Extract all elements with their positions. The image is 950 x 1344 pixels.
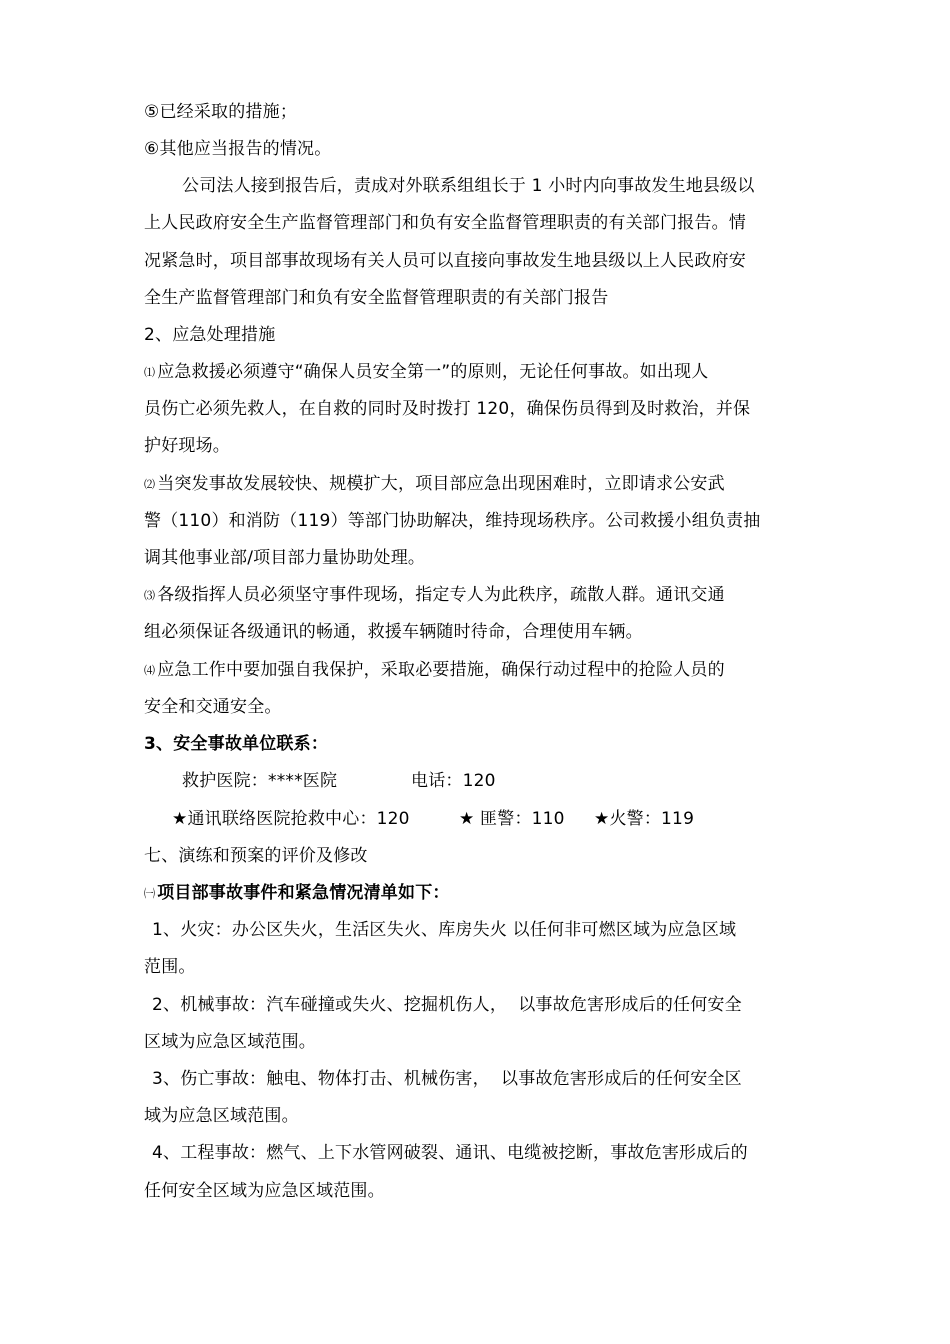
- list-item-continuation: 员伤亡必须先救人，在自救的同时及时拨打 120，确保伤员得到及时救治，并保: [144, 399, 751, 419]
- list-item: ⑶ 各级指挥人员必须坚守事件现场，指定专人为此秩序，疏散人群。通讯交通: [144, 585, 725, 605]
- list-item: 4、工程事故：燃气、上下水管网破裂、通讯、电缆被挖断，事故危害形成后的: [152, 1143, 748, 1163]
- police-number: ★ 匪警：110: [459, 809, 565, 829]
- list-item-continuation: 安全和交通安全。: [144, 697, 282, 717]
- list-item-continuation: 调其他事业部/项目部力量协助处理。: [144, 548, 426, 568]
- text-line: ⑤已经采取的措施；: [144, 102, 298, 122]
- list-item: ⑴ 应急救援必须遵守“确保人员安全第一”的原则，无论任何事故。如出现人: [144, 362, 709, 382]
- item-marker: ⑵: [144, 478, 156, 491]
- list-item-continuation: 任何安全区域为应急区域范围。: [144, 1181, 385, 1201]
- paragraph-line: 公司法人接到报告后，责成对外联系组组长于 1 小时内向事故发生地县级以: [182, 176, 755, 196]
- section-heading: 3、安全事故单位联系：: [144, 734, 329, 754]
- emergency-center: ★通讯联络医院抢救中心：120: [172, 809, 410, 829]
- list-item-continuation: 组必须保证各级通讯的畅通，救援车辆随时待命，合理使用车辆。: [144, 622, 643, 642]
- list-item: ⑷ 应急工作中要加强自我保护，采取必要措施，确保行动过程中的抢险人员的: [144, 660, 725, 680]
- paragraph-line: 况紧急时，项目部事故现场有关人员可以直接向事故发生地县级以上人民政府安: [144, 251, 746, 271]
- list-item-continuation: 护好现场。: [144, 436, 230, 456]
- paragraph-line: 上人民政府安全生产监督管理部门和负有安全监督管理职责的有关部门报告。情: [144, 213, 746, 233]
- item-marker: ⑶: [144, 589, 156, 602]
- paragraph-line: 全生产监督管理部门和负有安全监督管理职责的有关部门报告: [144, 288, 609, 308]
- list-item-continuation: 区域为应急区域范围。: [144, 1032, 316, 1052]
- list-item-continuation: 域为应急区域范围。: [144, 1106, 299, 1126]
- item-marker: ㈠: [144, 887, 156, 900]
- list-item: ⑵ 当突发事故发展较快、规模扩大，项目部应急出现困难时，立即请求公安武: [144, 474, 725, 494]
- hospital-label: 救护医院：****医院: [182, 771, 338, 791]
- section-heading: 七、演练和预案的评价及修改: [144, 846, 368, 866]
- item-marker: ⑴: [144, 366, 156, 379]
- fire-number: ★火警：119: [594, 809, 695, 829]
- list-item: 3、伤亡事故：触电、物体打击、机械伤害， 以事故危害形成后的任何安全区: [152, 1069, 742, 1089]
- list-item-continuation: 范围。: [144, 957, 196, 977]
- text-line: ⑥其他应当报告的情况。: [144, 139, 332, 159]
- subsection-heading: ㈠ 项目部事故事件和紧急情况清单如下：: [144, 883, 450, 903]
- list-item: 1、火灾：办公区失火，生活区失火、库房失火 以任何非可燃区域为应急区域: [152, 920, 737, 940]
- list-item-continuation: 警（110）和消防（119）等部门协助解决，维持现场秩序。公司救援小组负责抽: [144, 511, 761, 531]
- section-heading: 2、应急处理措施: [144, 325, 276, 345]
- item-marker: ⑷: [144, 664, 156, 677]
- list-item: 2、机械事故：汽车碰撞或失火、挖掘机伤人， 以事故危害形成后的任何安全: [152, 995, 742, 1015]
- phone-label: 电话：120: [411, 771, 496, 791]
